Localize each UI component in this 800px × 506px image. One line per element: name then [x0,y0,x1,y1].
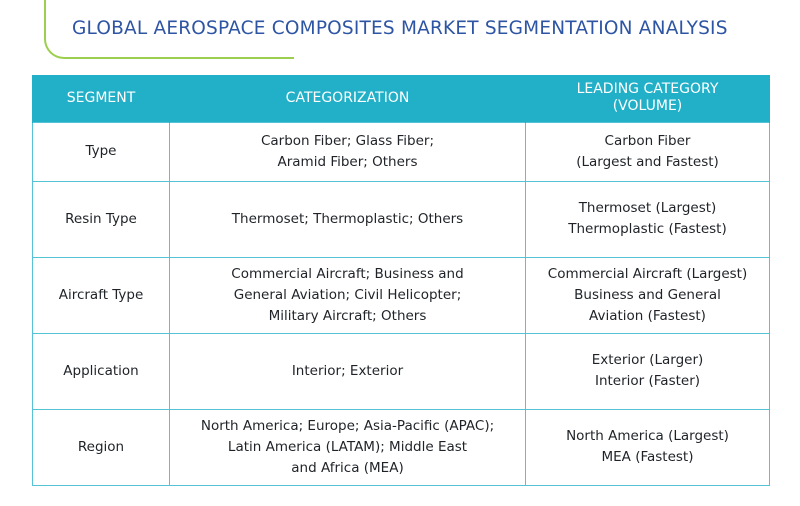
cell-categorization: Thermoset; Thermoplastic; Others [170,181,526,257]
accent-line-curve [44,30,66,59]
cell-segment: Type [33,122,170,181]
cell-leading-category: Carbon Fiber (Largest and Fastest) [526,122,770,181]
header-segment: SEGMENT [33,75,170,122]
cell-categorization: Carbon Fiber; Glass Fiber; Aramid Fiber; Others [170,122,526,181]
cell-segment: Region [33,409,170,485]
table-header-row [33,75,770,122]
cell-leading-category: Thermoset (Largest) Thermoplastic (Fastest) [526,181,770,257]
cell-segment: Aircraft Type [33,257,170,333]
table-row [33,333,770,409]
table-row [33,409,770,485]
cell-leading-category: Exterior (Larger) Interior (Faster) [526,333,770,409]
segmentation-table [32,75,770,486]
accent-line-horizontal [64,57,294,59]
table-row [33,181,770,257]
cell-categorization: North America; Europe; Asia-Pacific (APAC); Latin America (LATAM); Middle East and Africa (MEA) [170,409,526,485]
table-row [33,122,770,181]
cell-categorization: Commercial Aircraft; Business and General Aviation; Civil Helicopter; Military Aircraft; Others [170,257,526,333]
header-categorization: CATEGORIZATION [170,75,526,122]
cell-leading-category: Commercial Aircraft (Largest) Business and General Aviation (Fastest) [526,257,770,333]
cell-segment: Resin Type [33,181,170,257]
cell-leading-category: North America (Largest) MEA (Fastest) [526,409,770,485]
header-leading-category: LEADING CATEGORY (VOLUME) [526,75,770,122]
accent-line-vertical [44,0,46,32]
table-row [33,257,770,333]
cell-categorization: Interior; Exterior [170,333,526,409]
cell-segment: Application [33,333,170,409]
page-title: GLOBAL AEROSPACE COMPOSITES MARKET SEGMENTATION ANALYSIS [72,18,728,39]
